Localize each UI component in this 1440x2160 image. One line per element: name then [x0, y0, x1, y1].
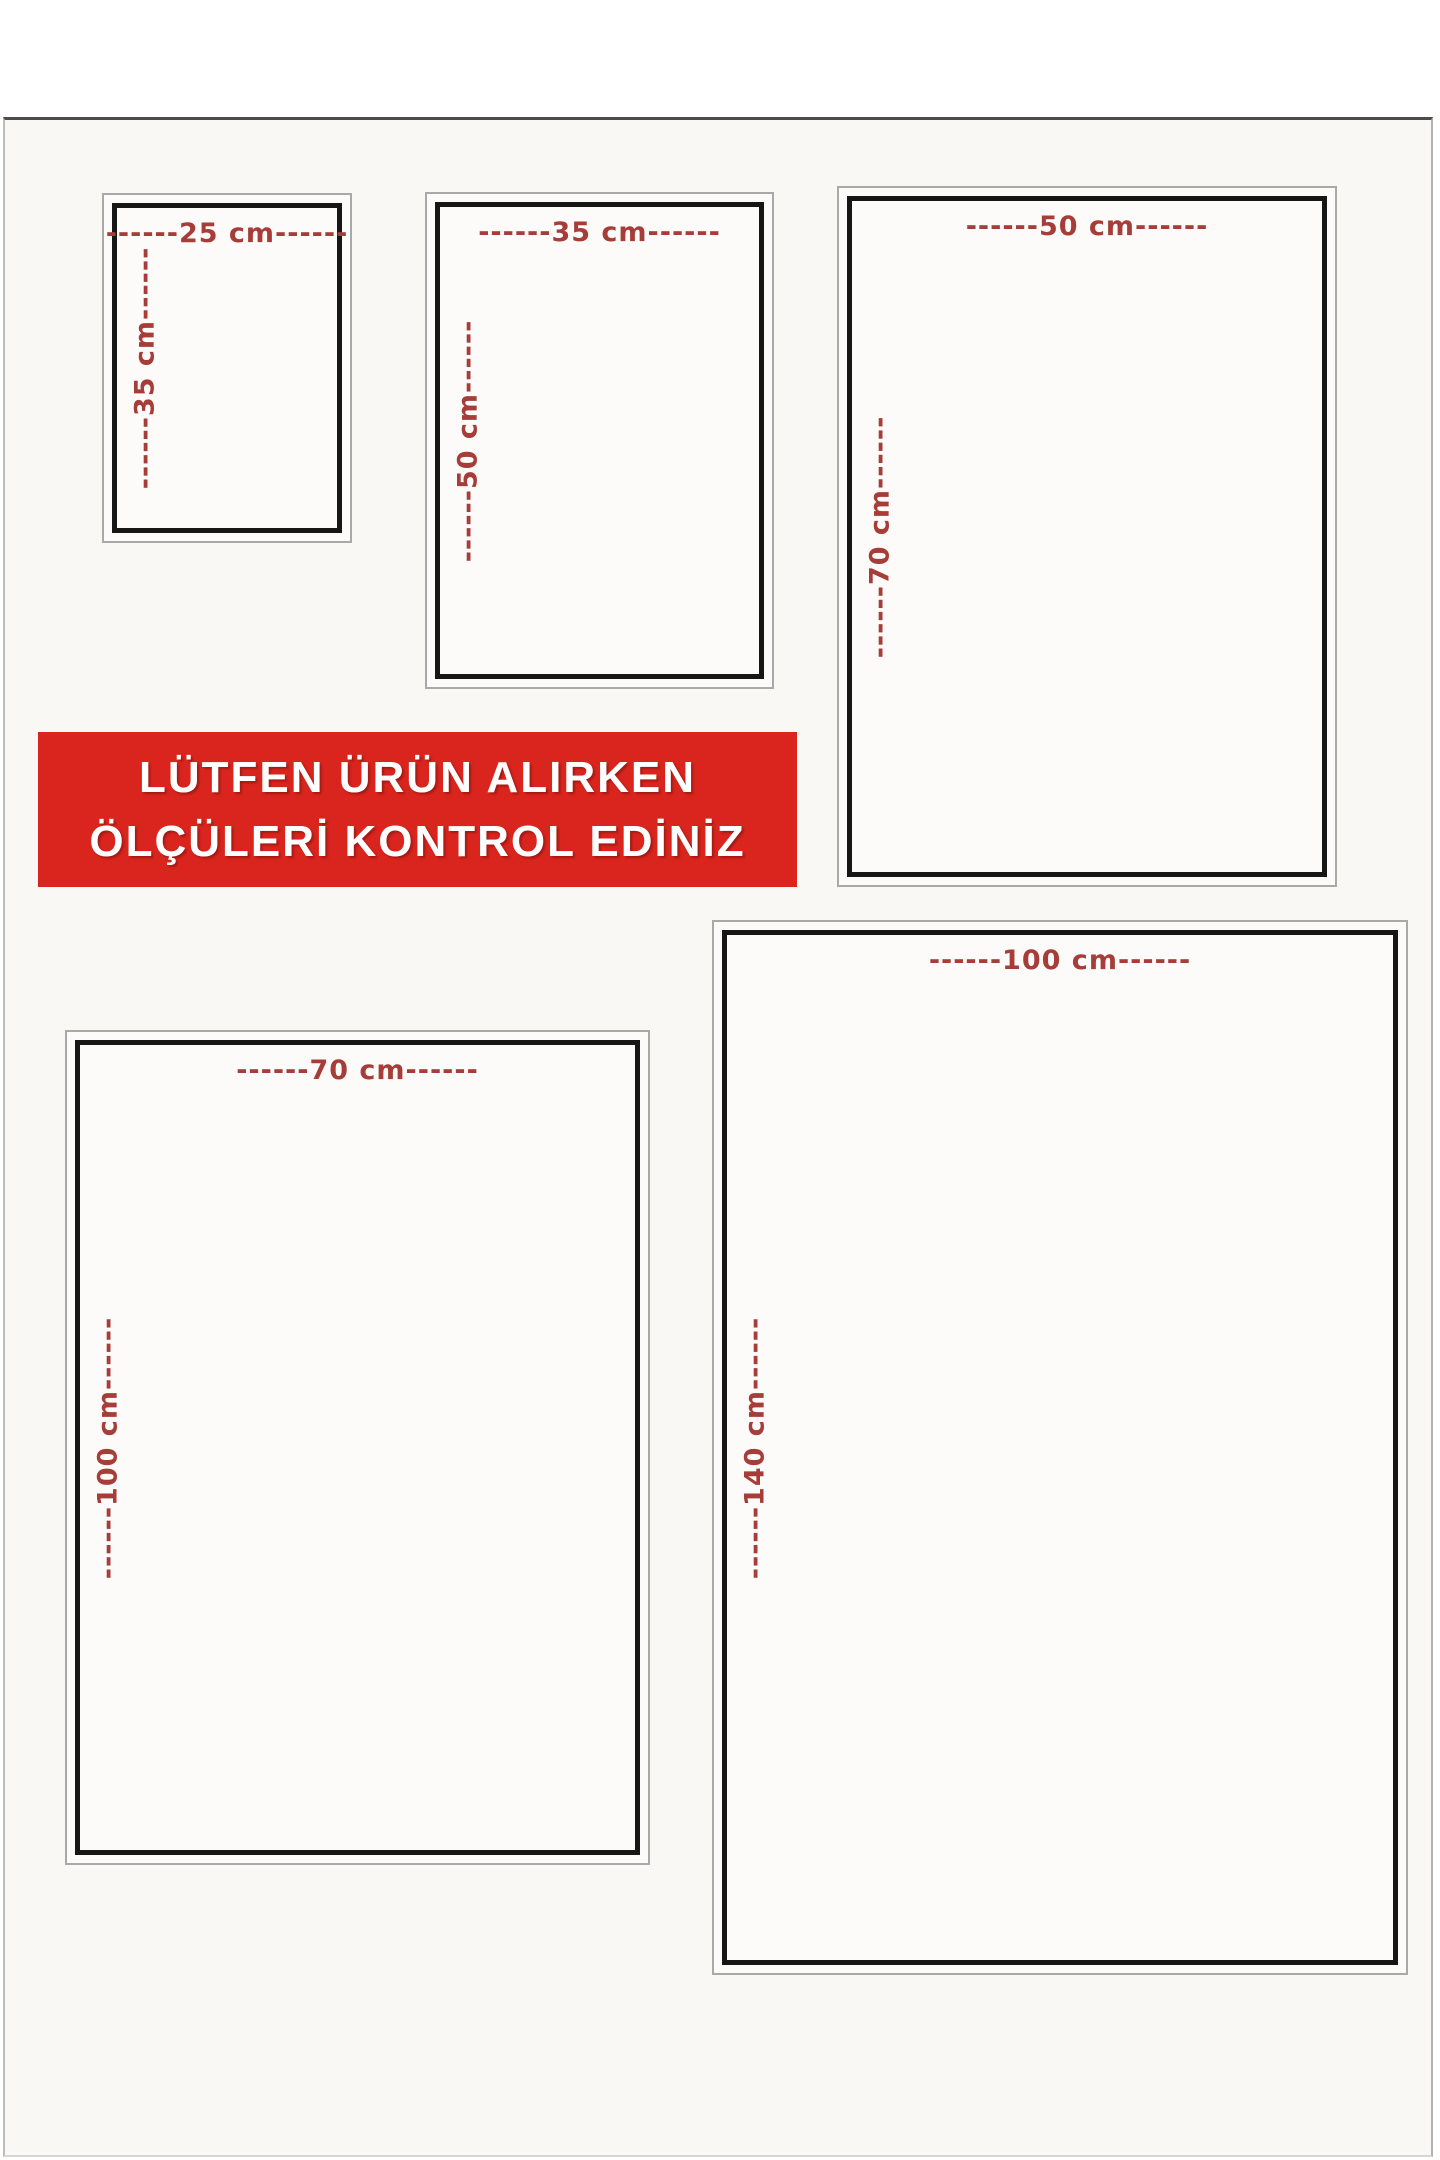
size-box-35x50-border	[435, 202, 764, 679]
width-label-25cm: ------25 cm------	[105, 218, 349, 249]
width-label-100cm: ------100 cm------	[928, 945, 1192, 976]
height-label-50cm: ------50 cm------	[452, 319, 484, 562]
warning-banner	[38, 732, 797, 887]
size-box-35x50	[425, 192, 774, 689]
height-label-70cm: ------70 cm------	[864, 415, 896, 658]
width-label-70cm: ------70 cm------	[236, 1055, 479, 1086]
size-box-25x35-border	[105, 203, 349, 533]
size-box-50x70	[837, 186, 1337, 887]
size-box-25x35	[102, 193, 352, 543]
size-box-100x140-border	[722, 930, 1398, 1965]
width-label-35cm: ------35 cm------	[478, 217, 721, 248]
height-label-35cm: ------35 cm------	[129, 246, 161, 490]
warning-banner-line1: LÜTFEN ÜRÜN ALIRKEN	[139, 752, 696, 802]
size-box-70x100	[65, 1030, 650, 1865]
width-label-50cm: ------50 cm------	[965, 211, 1209, 242]
size-box-100x140	[712, 920, 1408, 1975]
height-label-140cm: ------140 cm------	[739, 1316, 771, 1579]
height-label-100cm: ------100 cm------	[92, 1316, 124, 1579]
warning-banner-line2: ÖLÇÜLERİ KONTROL EDİNİZ	[89, 816, 746, 866]
size-box-70x100-border	[75, 1040, 640, 1855]
size-box-50x70-border	[847, 196, 1327, 877]
